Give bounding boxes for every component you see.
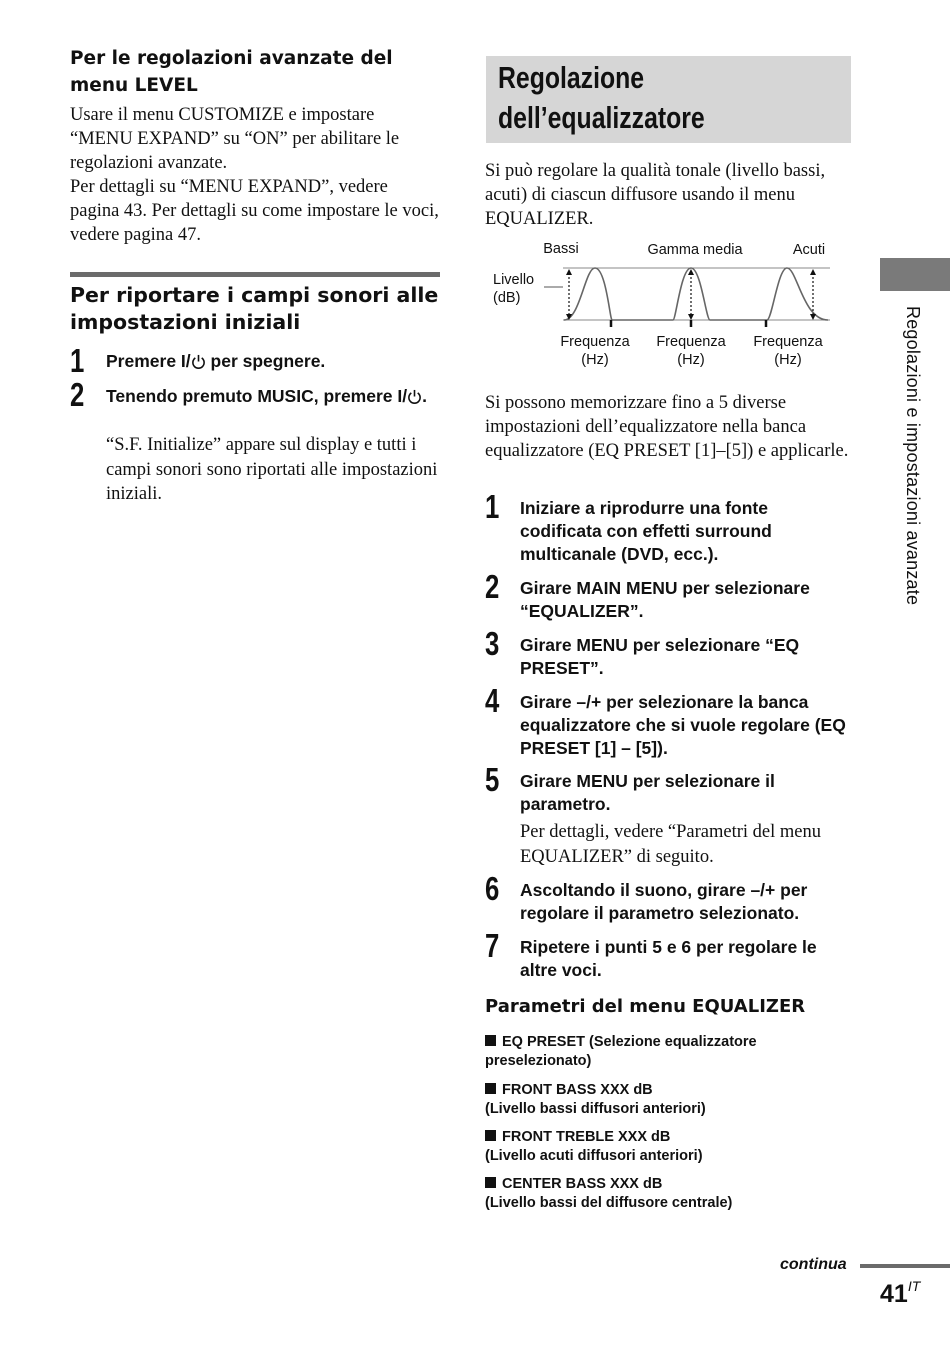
intro-paragraph: Si può regolare la qualità tonale (livello bassi, acuti) di ciascun diffusore usando il menu EQUALIZER. <box>485 161 826 229</box>
equalizer-diagram <box>480 232 840 377</box>
param-line-1: EQ PRESET (Selezione equalizzatore <box>502 1034 757 1050</box>
step-number: 1 <box>70 342 85 379</box>
bullet-square-icon <box>485 1035 496 1046</box>
step-number: 6 <box>485 870 500 907</box>
step-text: Ascoltando il suono, girare –/+ per regolare il parametro selezionato. <box>520 880 808 923</box>
power-icon <box>407 389 422 404</box>
label-level-unit: (dB) <box>493 290 521 306</box>
step-note: Per dettagli, vedere “Parametri del menu EQUALIZER” di seguito. <box>520 822 822 867</box>
side-tab-marker <box>880 258 950 291</box>
heading-line-1: Regolazione <box>498 60 645 95</box>
presets-paragraph: Si possono memorizzare fino a 5 diverse impostazioni dell’equalizzatore nella banca equalizzatore (EQ PRESET [1]–[5]) e applicarle. <box>485 393 849 461</box>
param-line-1: CENTER BASS XXX dB <box>502 1176 663 1192</box>
advanced-body <box>70 103 440 247</box>
label-treble: Acuti <box>792 242 826 258</box>
label-mid: Gamma media <box>647 242 743 258</box>
step-text <box>106 350 446 373</box>
step-number: 5 <box>485 761 500 798</box>
step-number: 4 <box>485 682 500 719</box>
label-bass: Bassi <box>543 241 579 257</box>
bullet-square-icon <box>485 1083 496 1094</box>
label-frequency-unit: (Hz) <box>774 352 802 368</box>
param-line-2: (Livello bassi diffusori anteriori) <box>485 1101 706 1117</box>
power-prefix: I/ <box>397 386 408 406</box>
label-level: Livello <box>493 272 535 288</box>
param-line-1: FRONT BASS XXX dB <box>502 1082 653 1098</box>
page-number <box>880 1278 920 1309</box>
section-divider <box>70 272 440 277</box>
step-text <box>106 385 436 408</box>
step-text-pre: Premere <box>106 351 181 371</box>
label-frequency: Frequenza <box>560 334 630 350</box>
param-item <box>485 1175 855 1213</box>
params-title: Parametri del menu EQUALIZER <box>485 996 806 1017</box>
label-frequency: Frequenza <box>753 334 823 350</box>
step-text: Iniziare a riprodurre una fonte codificata con effetti surround multicanale (DVD, ecc.). <box>520 498 772 564</box>
step-text: Girare –/+ per selezionare la banca equalizzatore che si vuole regolare (EQ PRESET [1] – [5]). <box>520 692 846 758</box>
param-line-2: preselezionato) <box>485 1053 592 1069</box>
continue-label: continua <box>780 1256 847 1273</box>
section-title-advanced: Per le regolazioni avanzate del menu LEVEL <box>70 48 393 96</box>
step-text: Girare MENU per selezionare “EQ PRESET”. <box>520 635 800 678</box>
advanced-paragraph-1: Usare il menu CUSTOMIZE e impostare “MENU EXPAND” su “ON” per abilitare le regolazioni avanzate. <box>70 105 400 173</box>
step-text: Ripetere i punti 5 e 6 per regolare le altre voci. <box>520 937 817 980</box>
param-line-2: (Livello acuti diffusori anteriori) <box>485 1148 703 1164</box>
step-text: Girare MENU per selezionare il parametro. <box>520 771 775 814</box>
step-number: 3 <box>485 625 500 662</box>
step-number: 2 <box>485 568 500 605</box>
side-tab-label: Regolazioni e impostazioni avanzate <box>903 306 923 606</box>
step-text-post: . <box>422 386 427 406</box>
bullet-square-icon <box>485 1130 496 1141</box>
section-title-reset: Per riportare i campi sonori alle impostazioni iniziali <box>70 283 439 334</box>
continue-line <box>860 1264 950 1268</box>
label-frequency-unit: (Hz) <box>581 352 609 368</box>
step-note: “S.F. Initialize” appare sul display e tutti i campi sonori sono riportati alle impostazioni iniziali. <box>106 435 438 504</box>
param-item <box>485 1081 855 1119</box>
power-prefix: I/ <box>180 351 191 371</box>
power-icon <box>191 354 206 369</box>
step-text-post: per spegnere. <box>205 351 326 371</box>
param-line-2: (Livello bassi del diffusore centrale) <box>485 1195 733 1211</box>
param-item <box>485 1128 855 1166</box>
label-frequency: Frequenza <box>656 334 726 350</box>
heading-line-2: dell’equalizzatore <box>498 100 705 135</box>
page-number-suffix: IT <box>907 1278 921 1294</box>
step-number: 2 <box>70 376 85 413</box>
page-heading <box>498 58 778 138</box>
advanced-paragraph-2: Per dettagli su “MENU EXPAND”, vedere pagina 43. Per dettagli su come impostare le voci, vedere pagina 47. <box>70 177 439 245</box>
step-number: 1 <box>485 488 500 525</box>
step-text: Girare MAIN MENU per selezionare “EQUALIZER”. <box>520 578 810 621</box>
label-frequency-unit: (Hz) <box>677 352 705 368</box>
step-text-pre: Tenendo premuto MUSIC, premere <box>106 386 398 406</box>
step-number: 7 <box>485 927 500 964</box>
equalizer-curve <box>564 268 828 320</box>
param-line-1: FRONT TREBLE XXX dB <box>502 1129 671 1145</box>
bullet-square-icon <box>485 1177 496 1188</box>
param-item <box>485 1033 855 1071</box>
page-number-value: 41 <box>880 1280 908 1308</box>
